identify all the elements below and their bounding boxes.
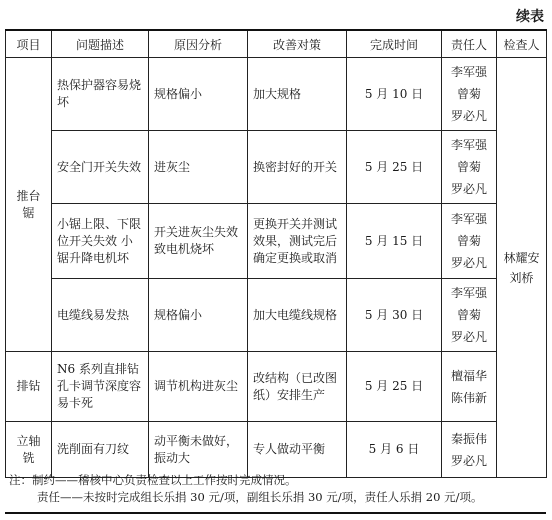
- measure-cell: 改结构（已改图纸）安排生产: [248, 352, 347, 422]
- header-problem: 问题描述: [52, 30, 149, 58]
- cause-cell: 进灰尘: [149, 131, 248, 204]
- table-row: [6, 58, 547, 131]
- person-name: 曾菊: [456, 160, 481, 174]
- dept-cell: 排钻: [6, 352, 52, 422]
- table-row: [6, 131, 547, 204]
- person-name: 罗必凡: [450, 109, 487, 123]
- persons-cell: [442, 204, 497, 279]
- measure-cell: 专人做动平衡: [248, 422, 347, 478]
- time-cell: 5 月 30 日: [347, 279, 442, 352]
- persons-cell: [442, 58, 497, 131]
- measure-cell: 加大规格: [248, 58, 347, 131]
- note-line: 责任——未按时完成组长乐捐 30 元/项，副组长乐捐 30 元/项，责任人乐捐 20 元/项。: [37, 490, 483, 504]
- bottom-rule: [5, 512, 546, 514]
- header-checker: 检查人: [497, 30, 547, 58]
- note-line: 注：制约——稽核中心负责检查以上工作按时完成情况。: [9, 473, 297, 487]
- header-persons: 责任人: [442, 30, 497, 58]
- dept-cell: 推台锯: [6, 58, 52, 352]
- header-measure: 改善对策: [248, 30, 347, 58]
- persons-cell: [442, 131, 497, 204]
- person-name: 曾菊: [456, 87, 481, 101]
- table-notes: [9, 472, 482, 506]
- person-name: 罗必凡: [450, 256, 487, 270]
- person-name: 秦振伟: [450, 431, 487, 446]
- checker-cell: [497, 58, 547, 478]
- person-name: 曾菊: [456, 234, 481, 248]
- measure-cell: 换密封好的开关: [248, 131, 347, 204]
- problem-cell: N6 系列直排钻孔卡调节深度容易卡死: [52, 352, 149, 422]
- checker-name: 林耀安: [503, 250, 540, 265]
- table-row: [6, 352, 547, 422]
- cause-cell: 规格偏小: [149, 58, 248, 131]
- problem-cell: 安全门开关失效: [52, 131, 149, 204]
- checker-name: 刘桥: [509, 270, 534, 285]
- header-time: 完成时间: [347, 30, 442, 58]
- continued-label: 续表: [516, 9, 544, 25]
- time-cell: 5 月 15 日: [347, 204, 442, 279]
- measure-cell: 更换开关并测试效果，测试完后确定更换或取消: [248, 204, 347, 279]
- cause-cell: 开关进灰尘失效致电机烧坏: [149, 204, 248, 279]
- person-name: 罗必凡: [450, 453, 487, 468]
- problem-cell: 洗削面有刀纹: [52, 422, 149, 478]
- person-name: 李军强: [450, 65, 487, 79]
- problem-cell: 热保护器容易烧坏: [52, 58, 149, 131]
- persons-cell: [442, 352, 497, 422]
- header-cause: 原因分析: [149, 30, 248, 58]
- header-dept: 项目: [6, 30, 52, 58]
- person-name: 李军强: [450, 138, 487, 152]
- table-row: [6, 279, 547, 352]
- person-name: 檀福华: [450, 368, 487, 383]
- problem-cell: 小锯上限、下限位开关失效 小锯升降电机坏: [52, 204, 149, 279]
- person-name: 罗必凡: [450, 330, 487, 344]
- person-name: 李军强: [450, 212, 487, 226]
- cause-cell: 动平衡未做好，振动大: [149, 422, 248, 478]
- persons-cell: [442, 279, 497, 352]
- cause-cell: 规格偏小: [149, 279, 248, 352]
- person-name: 李军强: [450, 286, 487, 300]
- improvement-table: [5, 29, 547, 478]
- time-cell: 5 月 6 日: [347, 422, 442, 478]
- measure-cell: 加大电缆线规格: [248, 279, 347, 352]
- table-row: [6, 204, 547, 279]
- table-row: [6, 422, 547, 478]
- time-cell: 5 月 10 日: [347, 58, 442, 131]
- person-name: 罗必凡: [450, 182, 487, 196]
- header-row: [6, 30, 547, 58]
- persons-cell: [442, 422, 497, 478]
- person-name: 陈伟新: [450, 390, 487, 405]
- cause-cell: 调节机构进灰尘: [149, 352, 248, 422]
- dept-cell: 立轴铣: [6, 422, 52, 478]
- person-name: 曾菊: [456, 308, 481, 322]
- time-cell: 5 月 25 日: [347, 131, 442, 204]
- time-cell: 5 月 25 日: [347, 352, 442, 422]
- problem-cell: 电缆线易发热: [52, 279, 149, 352]
